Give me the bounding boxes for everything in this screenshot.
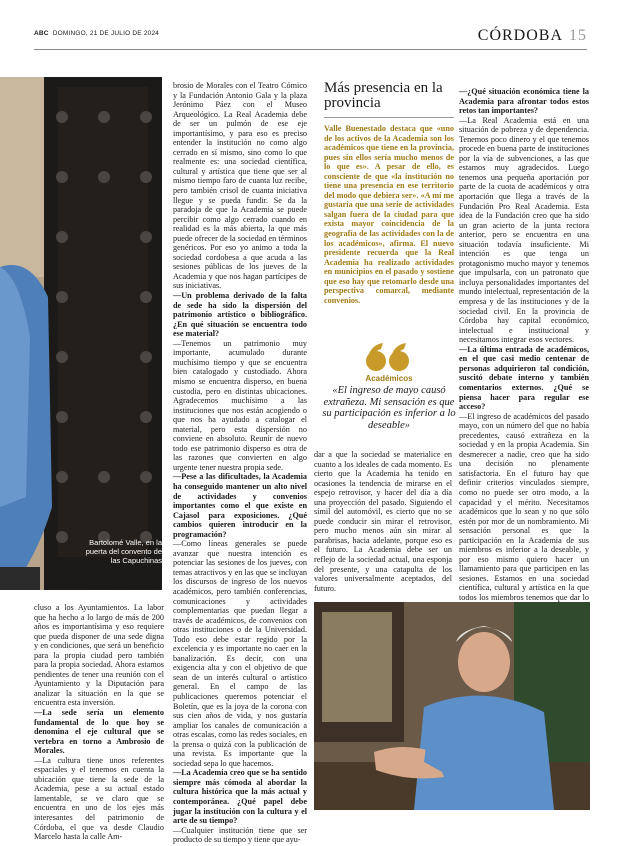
- photo-seated-man: [314, 602, 590, 810]
- question: —¿Qué situación económica tiene la Academia para afrontar todos estos retos tan importantes?: [459, 87, 589, 116]
- article-column-1: [34, 603, 164, 843]
- header-section: [478, 27, 587, 45]
- photo-convent-door: [0, 77, 162, 590]
- paragraph: —Tenemos un patrimonio muy importante, acumulado durante muchísimo tiempo y que se encuentra bien catalogado y custodiado. Ahora mismo se encuentra disperso, en buena custodia, pero en distintas ubicaciones. Agradecemos muchísimo a las instituciones que nos están acogiendo o que nos ha ayudado a catalogar el material, pero esta dispersión no conviene en absoluto. Reunir de nuevo todo ese patrimonio disperso es otra de las razones que convierten en algo urgente tener nuestra propia sede.: [173, 338, 307, 472]
- photo-illustration: [314, 602, 590, 810]
- article-column-2: [173, 81, 307, 843]
- paragraph: —El ingreso de académicos del pasado mayo, con un número del que no había precedentes, causó extrañeza en la sociedad y en la propia Academia. Sin desmerecer a nadie, creo que ha sido una decisión no plenamente satisfactoria. En el futuro hay que definir criterios vinculados siempre, como no puede ser otro modo, a la capacidad y el mérito. Necesitamos académicos que lo sean y no que sólo estén por mor de un nombramiento. Mi sensación personal es que la participación en la Academia de sus miembros es inferior a la deseable, y por eso mismo quiero hacer un llamamiento para que participen en las sesiones. Estamos en una sociedad científica, cultural y artística en la que todos los miembros tenemos que dar lo: [459, 411, 589, 602]
- paragraph: —La Real Academia está en una situación de pobreza y de dependencia. Tenemos poco dinero y el que tenemos procede en buena parte de instituciones por la vía de subvenciones, a las que estamos muy agradecidos. Luego tenemos una pequeña aportación por parte de la cuota de académicos y otra aportación que llega a través de la Fundación Pro Real Academia. Esta idea de la Fundación creo que ha sido un gran acierto de la junta rectora anterior, pero se encuentra en una situación todavía insuficiente. Mi intención es que tenga un protagonismo mucho mayor y tenemos que impulsarla, con un patronato que incluya personalidades importantes del mundo intelectual, representación de la empresa y de las instituciones y de la sociedad civil. En la provincia de Córdoba hay capital económico, intelectual e institucional y necesitamos integrar esos vectores.: [459, 115, 589, 345]
- section-name: CÓRDOBA: [477, 27, 563, 44]
- sidebar-body: Valle Buenestado destaca que «uno de los activos de la Academia son los académicos que tiene en la provincia, pues sin ellos sería mucho menos de lo que es». A pesar de ello, es consciente de que «la institución no tiene una presencia en ese territorio del modo que debiera ser». «A mí me gustaría que una serie de actividades salgan fuera de la ciudad para que exista mayor coincidencia de la geografía de las actividades con la de los académicos», afirma. El nuevo presidente recuerda que la Real Academia ha realizado actividades en municipios en el pasado y sostiene que eso hay que retomarlo desde una perspectiva comarcal, mediante convenios.: [324, 124, 454, 305]
- header-rule: [34, 49, 587, 50]
- question: —La última entrada de académicos, en el que casi medio centenar de personas adquirieron tal condición, suscitó debate interno y también comentarios externos. ¿Qué se piensa hacer para regular ese acceso?: [459, 344, 589, 412]
- page-number: 15: [569, 27, 587, 44]
- paragraph: —La cultura tiene unos referentes espaciales y el tenemos en cuenta la ubicación que tiene la sede de la Academia, pese a su actual estado lamentable, se ve claro que se encuentra en uno de los ejes más interesantes del patrimonio de Córdoba, el que va desde Claudio Marcelo hasta la calle Am-: [34, 755, 164, 842]
- paragraph: cluso a los Ayuntamientos. La labor que ha hecho a lo largo de más de 200 años es importantísima y eso requiere que pueda disponer de una sede digna y en condiciones, que será un beneficio para la propia ciudad pero también para la propia sociedad. Ahora estamos pendientes de tener una reunión con el Ayuntamiento y la Diputación para analizar la situación en la que se encuentra esta inversión.: [34, 603, 164, 708]
- question: —Un problema derivado de la falta de sede ha sido la dispersión del patrimonio artístico o bibliográfico. ¿En qué situación se encuentra todo ese material?: [173, 291, 307, 339]
- article-column-3: [314, 450, 452, 593]
- question: —La Academia creo que se ha sentido siempre más cómoda al abordar la cultura histórica que la más actual y contemporánea. ¿Qué papel debe jugar la institución con la cultura y el arte de su tiempo?: [173, 768, 307, 826]
- sidebar-title-rule: [324, 117, 454, 118]
- header-date-line: [34, 30, 159, 37]
- paragraph: dar a que la sociedad se materialice en cuanto a los ideales de cada momento. Es cierto que la Academia ha tenido en ocasiones la tendencia de mirarse en el espejo retrovisor, y hacer del día a día una proyección del pasado. Siguiendo el símil del automóvil, es cierto que no se puede conducir sin mirar el retrovisor, pero mucho menos aún sin mirar al parabrisas, hacia adelante, porque eso es el futuro. La Academia debe ser un reflejo de la sociedad actual, una esponja del presente, y una catapulta de los valores universalmente aceptados, del futuro.: [314, 450, 452, 593]
- question: —La sede sería un elemento fundamental de lo que hoy se denomina el eje cultural que se vertebra en torno a Ambrosio de Morales.: [34, 708, 164, 756]
- article-column-4: [459, 87, 589, 602]
- header-brand: ABC: [34, 30, 49, 37]
- photo-caption: Bartolomé Valle, en la puerta del convento de las Capuchinas: [85, 538, 162, 565]
- question: —Pese a las dificultades, la Academia ha conseguido mantener un alto nivel de actividades y convenios importantes como el que existe en Cajasol para exposiciones. ¿Qué cambios quieren introducir en la programación?: [173, 472, 307, 539]
- paragraph: brosio de Morales con el Teatro Cómico y la Fundación Antonio Gala y la plaza Jerónimo Páez con el Museo Arqueológico. La Real Academia debe de ser un pulmón de ese eje importantísimo, y para eso es preciso entender la institución no como algo cerrado en sí mismo, sino como lo que realmente es: una sociedad científica, cultural y artística que tiene que ser al mismo tiempo faro de cuanta luz recibe, pero también crisol de cuanta iniciativa llegue y se pueda fundir. Se da la paradoja de que la Academia se puede percibir como algo cerrado cuando en realidad es la más abierta, la que más puede ofrecer de la sociedad en términos genéricos. Por eso yo animo a toda la sociedad cordobesa a que acuda a las sesiones públicas de los jueves de la Academia y que nos hagan partícipes de sus iniciativas.: [173, 81, 307, 291]
- sidebar-title: Más presencia en la provincia: [324, 80, 443, 111]
- photo-illustration: [0, 77, 162, 590]
- quote-author: Académicos: [365, 374, 413, 383]
- header-date: DOMINGO, 21 DE JULIO DE 2024: [52, 30, 160, 37]
- paragraph: —Como líneas generales se puede avanzar que nuestra intención es potenciar las sesiones de los jueves, con temas atractivos y en las que se incluyan los discursos de ingreso de los nuevos académicos, pero también conferencias, comunicaciones y actividades complementarias que puedan llegar a través de académicos, de convenios con otras instituciones o de la Universidad. Todo eso debe estar regido por la excelencia y es importante no caer en la banalización. Es decir, con una exigencia alta y con el objetivo de que sean de un interés cultural o artístico general. En el campo de las publicaciones queremos potenciar el Boletín, que es la joya de la corona con sus cien años de vida, y nos gustaría ampliar los canales de comunicación a otras escalas, como las redes sociales, en la prensa o quizá con la publicación de una revista. Es importante que la sociedad sepa lo que hacemos.: [173, 539, 307, 768]
- quote-mark-icon: [363, 343, 413, 373]
- paragraph: —Cualquier institución tiene que ser producto de su tiempo y tiene que ayu-: [173, 825, 307, 845]
- quote-text: «El ingreso de mayo causó extrañeza. Mi sensación es que su participación es inferior a lo deseable»: [322, 385, 456, 431]
- photo-credit: FOTOS: RAFAEL CARMONA: [86, 585, 159, 591]
